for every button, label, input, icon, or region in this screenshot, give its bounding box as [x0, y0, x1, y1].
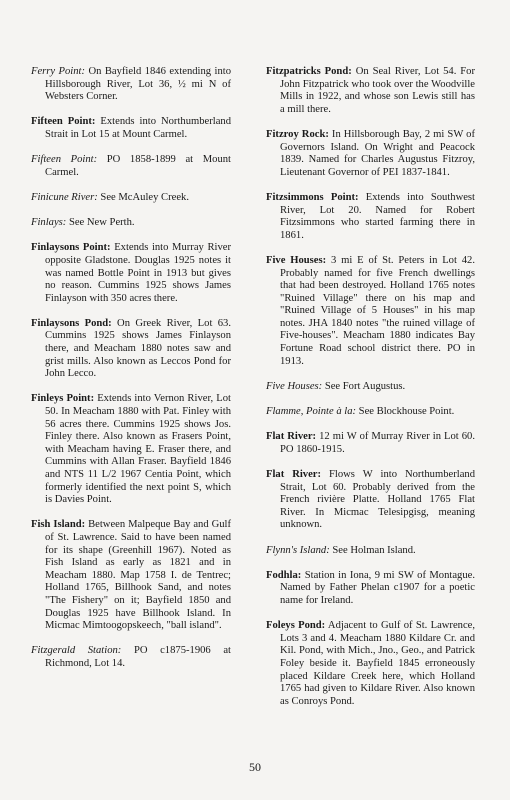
gazetteer-entry [266, 570, 475, 608]
entry-text: In Hillsborough Bay, 2 mi SW of Governors Island. On Wright and Peacock 1839. Named for Charles Augustus Fitzroy, Lieutenant Governor of PEI 1837-1841. [280, 128, 475, 178]
gazetteer-entry [266, 431, 475, 456]
entry-headword: Flat River: [266, 469, 322, 480]
entry-headword: Five Houses: [266, 254, 327, 266]
page-number: 50 [249, 760, 261, 774]
entry-headword: Fodhla: [266, 569, 302, 581]
gazetteer-entry [31, 519, 231, 632]
entry-text: Extends into Northumberland Strait in Lot 15 at Mount Carmel. [45, 116, 232, 140]
entry-text: Between Malpeque Bay and Gulf of St. Lawrence. Said to have been named for its shape (Greenhill 1967). Noted as Fish Island as early as 1821 and in Meacham 1880. Map 1758 I. de Tentrec; Holland 1765, Billhook Sand, and notes "The Fishery" on it; Bayfield 1850 and Douglas 1925 have Billhook Island. In Micmac Mimtoogopskeech, "ball island". [45, 519, 231, 632]
gazetteer-entry [31, 393, 231, 506]
gazetteer-entry [266, 406, 475, 419]
gazetteer-entry [266, 255, 475, 368]
entry-headword: Five Houses: [266, 380, 323, 392]
gazetteer-entry [31, 192, 231, 205]
gazetteer-entry [266, 545, 475, 558]
right-column [266, 66, 475, 721]
entry-text: PO 1858-1899 at Mount Carmel. [45, 154, 231, 178]
entry-text: See Blockhouse Point. [356, 406, 455, 418]
gazetteer-entry [266, 192, 475, 242]
gazetteer-entry [266, 469, 475, 532]
entry-text: PO c1875-1906 at Richmond, Lot 14. [45, 645, 231, 669]
gazetteer-entry [266, 129, 475, 179]
entry-text: See New Perth. [66, 217, 135, 229]
entry-text: See Fort Augustus. [322, 380, 406, 392]
left-column [31, 66, 231, 683]
gazetteer-entry [31, 645, 231, 670]
entry-headword: Finlays: [31, 217, 67, 229]
entry-headword: Fish Island: [31, 519, 86, 531]
entry-headword: Fitzpatricks Pond: [266, 66, 352, 77]
entry-text: 3 mi E of St. Peters in Lot 42. Probably named for five French dwellings that had been destroyed. Holland 1765 notes "Ruined Village" there on his map and "Ruined Village of 5 Houses" in his map notes. JHA 1840 notes "the ruined village of Five-houses". Meacham 1880 indicates Bay Fortune Road school district there. PO in 1913. [280, 254, 475, 367]
entry-headword: Finleys Point: [31, 393, 95, 405]
entry-headword: Flynn's Island: [266, 544, 330, 556]
entry-text: On Greek River, Lot 63. Cummins 1925 shows James Finlayson there, and Meacham 1880 notes saw and grist mills. Also known as Leccos Pond for John Lecco. [45, 317, 231, 380]
entry-headword: Fifteen Point: [31, 116, 96, 128]
entry-text: See Holman Island. [329, 544, 416, 556]
entry-headword: Flamme, Pointe à la: [266, 406, 357, 418]
gazetteer-entry [31, 116, 231, 141]
entry-text: 12 mi W of Murray River in Lot 60. PO 1860-1915. [280, 431, 475, 455]
entry-text: Extends into Murray River opposite Gladstone. Douglas 1925 notes it was named Bottle Point in 1913 but gives no reason. Cummins 1925 shows James Finlayson with 350 acres there. [45, 242, 231, 304]
entry-text: Extends into Vernon River, Lot 50. In Meacham 1880 with Pat. Finley with 56 acres there. Cummins 1925 shows Jos. Finley there. Also known as Frasers Point, with Meacham having E. Fraser there, and Cummins with Allan Fraser. Bayfield 1846 and NTS 11 L/2 1967 Centia Point, which formerly identified the next point S, which is Davies Point. [45, 393, 231, 506]
entry-headword: Finlaysons Point: [31, 242, 111, 254]
entry-headword: Fifteen Point: [31, 154, 98, 166]
entry-headword: Fitzsimmons Point: [266, 191, 359, 203]
entry-text: Station in Iona, 9 mi SW of Montague. Named by Father Phelan c1907 for a poetic name for Ireland. [280, 569, 475, 606]
entry-headword: Finlaysons Pond: [31, 317, 112, 329]
entry-text: Flows W into Northumberland Strait, Lot 60. Probably derived from the French rivière Platte. Holland 1765 Flat River. In Micmac Telesipgisg, meaning unknown. [280, 469, 475, 531]
entry-text: Adjacent to Gulf of St. Lawrence, Lots 3 and 4. Meacham 1880 Kildare Cr. and Kil. Pond, with Mich., Jno., Geo., and Patrick Foley beside it. Bayfield 1845 erroneously placed Kildare Creek here, which Holland 1765 had given to Kildare River. Also known as Conroys Pond. [280, 620, 476, 707]
gazetteer-entry [266, 381, 475, 394]
gazetteer-entry [266, 66, 475, 116]
entry-headword: Ferry Point: [31, 66, 86, 77]
entry-headword: Fitzgerald Station: [31, 645, 122, 657]
gazetteer-entry [31, 318, 231, 381]
entry-headword: Flat River: [266, 431, 317, 443]
entry-headword: Fitzroy Rock: [266, 128, 329, 140]
gazetteer-entry [31, 242, 231, 305]
gazetteer-entry [31, 154, 231, 179]
entry-text: Extends into Southwest River, Lot 20. Named for Robert Fitzsimmons who started farming there in 1861. [280, 191, 475, 241]
gazetteer-entry [31, 217, 231, 230]
entry-text: On Seal River, Lot 54. For John Fitzpatrick who took over the Woodville Mills in 1922, and whose son Lewis still has a mill there. [280, 66, 475, 115]
entry-headword: Foleys Pond: [266, 620, 326, 632]
gazetteer-entry [31, 66, 231, 104]
gazetteer-entry [266, 620, 475, 708]
entry-text: See McAuley Creek. [97, 191, 189, 203]
entry-headword: Finicune River: [31, 191, 98, 203]
entry-text: On Bayfield 1846 extending into Hillsborough River, Lot 36, ½ mi N of Websters Corner. [45, 66, 231, 103]
